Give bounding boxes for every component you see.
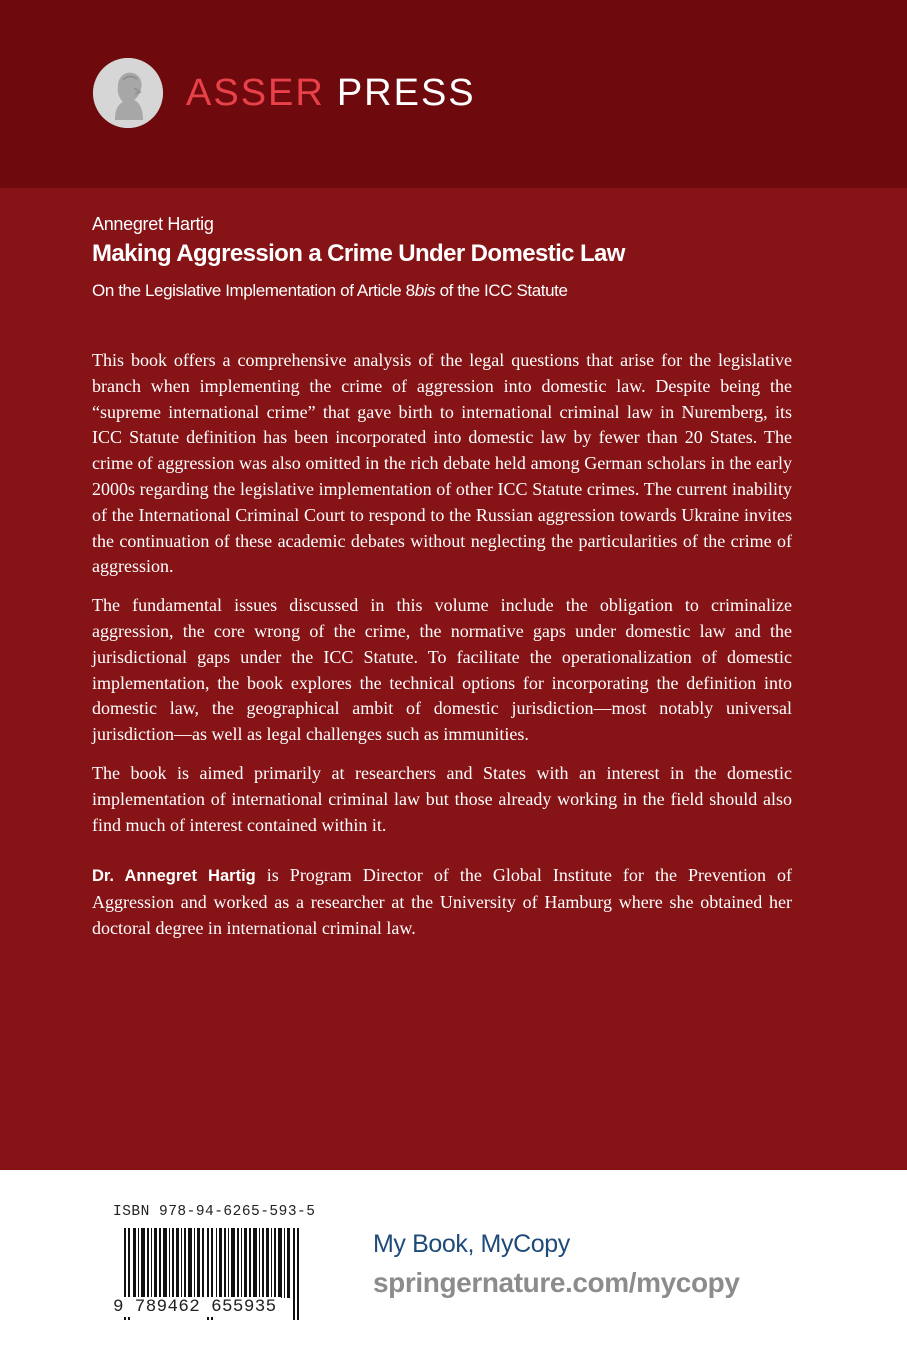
author-bio xyxy=(92,863,792,941)
mycopy-url[interactable]: springernature.com/mycopy xyxy=(373,1267,740,1298)
bio-text: is Program Director of the Global Institute for the Prevention of Aggression and worked as a researcher at the University of Hamburg where she obtained her doctoral degree in international criminal law. xyxy=(92,865,792,938)
description-paragraph-1: This book offers a comprehensive analysis of the legal questions that arise for the legislative branch when implementing the crime of aggression into domestic law. Despite being the “supreme international crime” that gave birth to international criminal law in Nuremberg, its ICC Statute definition has been incorporated into domestic law by fewer than 20 States. The crime of aggression was also omitted in the rich debate held among German scholars in the early 2000s regarding the legislative implementation of other ICC Statute crimes. The current inability of the International Criminal Court to respond to the Russian aggression towards Ukraine invites the continuation of these academic debates without neglecting the particularities of the crime of aggression. xyxy=(92,350,792,577)
brand-asser: ASSER xyxy=(186,72,325,114)
author-name: Annegret Hartig xyxy=(92,214,214,234)
subtitle-prefix: On the Legislative Implementation of Article 8 xyxy=(92,281,415,300)
portrait-logo-icon xyxy=(93,58,163,128)
publisher-header xyxy=(0,0,907,188)
mycopy-tagline: My Book, MyCopy xyxy=(373,1230,570,1258)
cover-main xyxy=(0,188,907,1170)
book-description xyxy=(92,348,792,955)
cover-footer xyxy=(0,1170,907,1360)
isbn-text: ISBN 978-94-6265-593-5 xyxy=(113,1204,316,1220)
barcode-digits: 9 789462 655935 xyxy=(113,1297,281,1317)
description-paragraph-2: The fundamental issues discussed in this volume include the obligation to criminalize aggression, the core wrong of the crime, the normative gaps under domestic law and the jurisdictional gaps under the ICC Statute. To facilitate the operationalization of domestic implementation, the book explores the technical options for incorporating the definition into domestic law, the geographical ambit of domestic jurisdiction—most notably universal jurisdiction—as well as legal challenges such as immunities. xyxy=(92,595,792,745)
subtitle-suffix: of the ICC Statute xyxy=(435,281,568,300)
publisher-brand xyxy=(186,71,476,115)
bio-author-name: Dr. Annegret Hartig xyxy=(92,867,256,886)
subtitle-italic: bis xyxy=(414,281,436,300)
book-subtitle xyxy=(92,281,568,301)
description-paragraph-3: The book is aimed primarily at researchers and States with an interest in the domestic implementation of international criminal law but those already working in the field should also find much of interest contained within it. xyxy=(92,762,792,835)
book-title: Making Aggression a Crime Under Domestic Law xyxy=(92,240,625,267)
brand-press: PRESS xyxy=(336,72,476,114)
